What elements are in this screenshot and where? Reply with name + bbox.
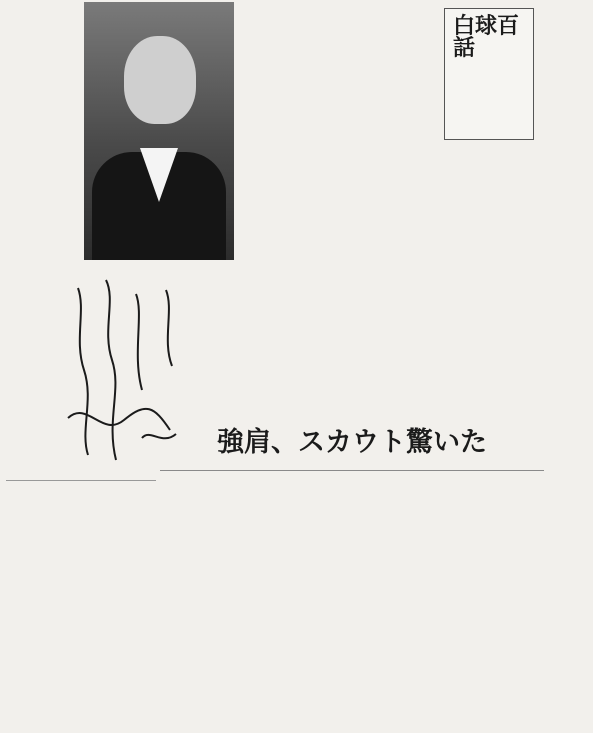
text-column (178, 150, 196, 410)
series-logo: 白球百話 (453, 13, 520, 61)
text-column (164, 478, 182, 728)
text-column (330, 150, 348, 410)
text-column (273, 150, 291, 410)
text-column (278, 478, 296, 728)
text-column (506, 478, 524, 728)
text-column (316, 478, 334, 728)
text-column (297, 478, 315, 728)
text-column (430, 478, 448, 728)
series-box (444, 8, 534, 140)
text-column (311, 150, 329, 410)
text-column (406, 150, 424, 410)
column-divider-rule (160, 470, 544, 471)
text-column (468, 478, 486, 728)
text-column (387, 150, 405, 410)
text-column (449, 478, 467, 728)
text-column (240, 478, 258, 728)
text-column (354, 478, 372, 728)
text-column (221, 478, 239, 728)
text-column (202, 478, 220, 728)
text-column (235, 150, 253, 410)
text-column (411, 478, 429, 728)
text-column (349, 150, 367, 410)
text-column (368, 150, 386, 410)
text-column (254, 150, 272, 410)
text-column (373, 478, 391, 728)
profile-caption (6, 480, 156, 617)
article-headline: 強肩、スカウト驚いた (217, 427, 487, 458)
text-column (197, 150, 215, 410)
portrait-head (124, 36, 196, 124)
article-title (548, 18, 586, 418)
article-byline (548, 380, 584, 690)
text-column (487, 478, 505, 728)
text-column (335, 478, 353, 728)
text-column (525, 478, 543, 728)
text-column (259, 478, 277, 728)
text-column (216, 150, 234, 410)
text-column (392, 478, 410, 728)
text-column (425, 150, 443, 410)
text-column (292, 150, 310, 410)
text-column (183, 478, 201, 728)
